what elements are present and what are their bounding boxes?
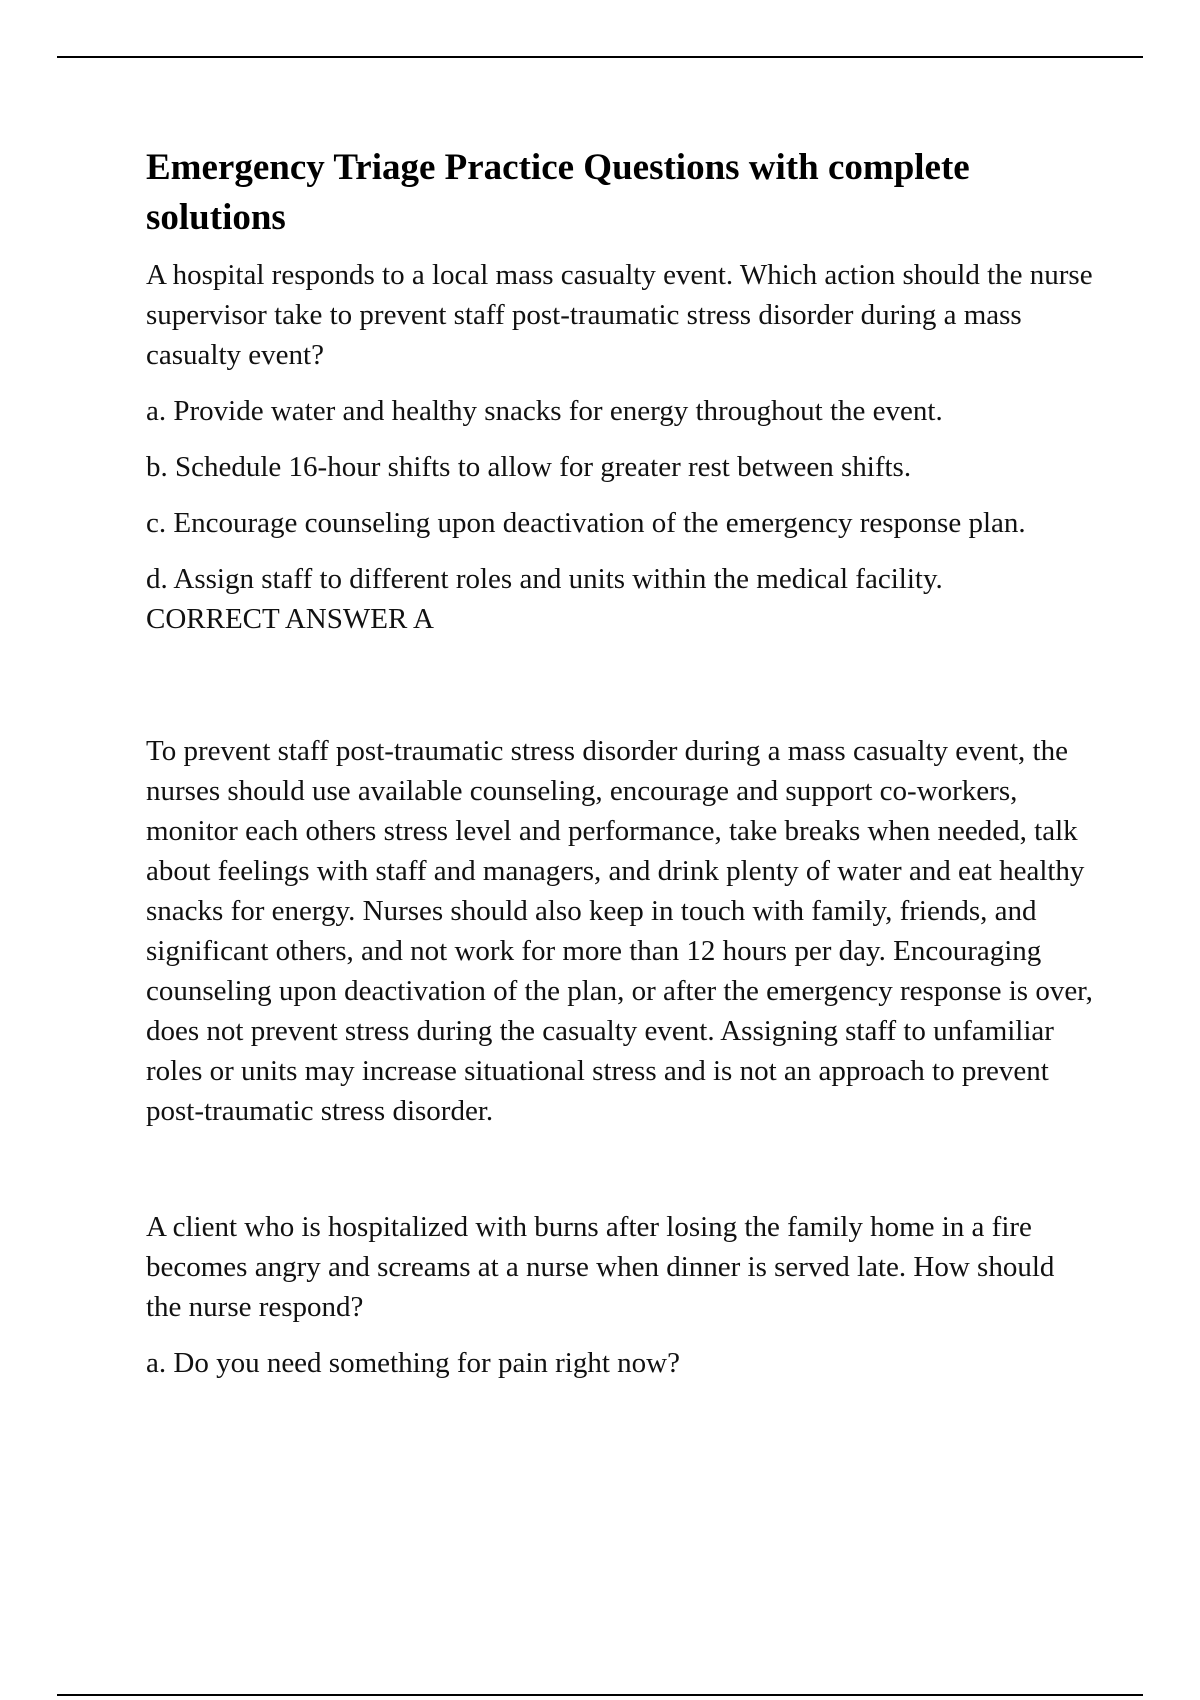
document-body bbox=[146, 143, 1096, 1399]
question-2 bbox=[146, 1207, 1096, 1383]
question-2-option-a: a. Do you need something for pain right now? bbox=[146, 1347, 680, 1379]
question-1-correct-answer: CORRECT ANSWER A bbox=[146, 603, 434, 635]
spacer bbox=[146, 655, 1096, 731]
question-1-rationale: To prevent staff post-traumatic stress disorder during a mass casualty event, the nurses should use available counseling, encourage and support co-workers, monitor each others stress level and performance, take breaks when needed, talk about feelings with staff and managers, and drink plenty of water and eat healthy snacks for energy. Nurses should also keep in touch with family, friends, and significant others, and not work for more than 12 hours per day. Encouraging counseling upon deactivation of the plan, or after the emergency response is over, does not prevent stress during the casualty event. Assigning staff to unfamiliar roles or units may increase situational stress and is not an approach to prevent post-traumatic stress disorder. bbox=[146, 735, 1093, 1127]
question-1-option-b: b. Schedule 16-hour shifts to allow for greater rest between shifts. bbox=[146, 451, 912, 483]
question-2-stem: A client who is hospitalized with burns after losing the family home in a fire becomes angry and screams at a nurse when dinner is served late. How should the nurse respond? bbox=[146, 1211, 1055, 1323]
document-title: Emergency Triage Practice Questions with complete solutions bbox=[146, 147, 970, 238]
question-1-option-d bbox=[146, 559, 1096, 639]
bottom-rule bbox=[57, 1694, 1143, 1696]
question-1-stem: A hospital responds to a local mass casualty event. Which action should the nurse supervisor take to prevent staff post-traumatic stress disorder during a mass casualty event? bbox=[146, 259, 1093, 371]
question-1 bbox=[146, 255, 1096, 639]
question-1-option-c: c. Encourage counseling upon deactivation of the emergency response plan. bbox=[146, 507, 1026, 539]
question-1-option-d-text: d. Assign staff to different roles and units within the medical facility. bbox=[146, 563, 943, 595]
question-1-option-a: a. Provide water and healthy snacks for energy throughout the event. bbox=[146, 395, 943, 427]
spacer bbox=[146, 1147, 1096, 1207]
top-rule bbox=[57, 56, 1143, 58]
